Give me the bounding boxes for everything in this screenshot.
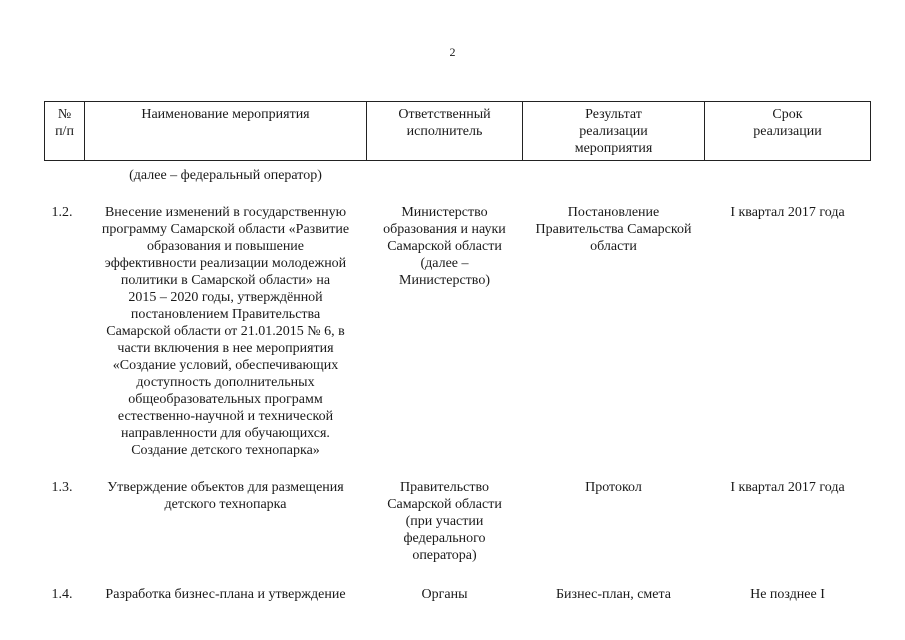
cell-responsible: Министерство образования и науки Самарской области (далее – Министерство) — [383, 205, 506, 288]
table-row — [45, 161, 871, 193]
cell-result: Бизнес-план, смета — [556, 587, 671, 602]
cell-result — [523, 161, 705, 193]
cell-term — [705, 161, 871, 193]
table-header-row — [45, 102, 871, 161]
cell-responsible — [367, 161, 523, 193]
cell-responsible: Правительство Самарской области (при участии федерального оператора) — [387, 480, 502, 563]
cell-name: Утверждение объектов для размещения детского технопарка — [107, 480, 344, 512]
table-row — [45, 471, 871, 576]
cell-term: Не позднее I — [750, 587, 825, 602]
header-term: Срок реализации — [705, 102, 871, 161]
header-name: Наименование мероприятия — [85, 102, 367, 161]
cell-num: 1.3. — [51, 480, 73, 495]
header-num: № п/п — [45, 102, 85, 161]
page-number: 2 — [449, 45, 456, 59]
header-responsible: Ответственный исполнитель — [367, 102, 523, 161]
cell-responsible: Органы — [421, 587, 468, 602]
cell-num: 1.4. — [51, 587, 73, 602]
events-table — [44, 101, 871, 603]
cell-num: 1.2. — [51, 205, 73, 220]
cell-name: Внесение изменений в государственную программу Самарской области «Развитие образования и повышение эффективности реализации молодежной политики в Самарской области» на 2015 – 2020 годы, утверждённой постановлением Правительства Самарской области от 21.01.2015 № 6, в части включения в нее мероприятия «Создание условий, обеспечивающих доступность дополнительных общеобразовательных программ естественно-научной и технической направленности для обучающихся. Создание детского технопарка» — [101, 205, 350, 458]
cell-name: (далее – федеральный оператор) — [129, 168, 322, 183]
table-row — [45, 192, 871, 471]
cell-result: Постановление Правительства Самарской области — [535, 205, 692, 254]
cell-num — [45, 161, 85, 193]
cell-name: Разработка бизнес-плана и утверждение — [105, 587, 346, 602]
cell-term: I квартал 2017 года — [730, 480, 845, 495]
cell-result: Протокол — [585, 480, 642, 495]
table-row — [45, 576, 871, 603]
header-result: Результат реализации мероприятия — [523, 102, 705, 161]
cell-term: I квартал 2017 года — [730, 205, 845, 220]
